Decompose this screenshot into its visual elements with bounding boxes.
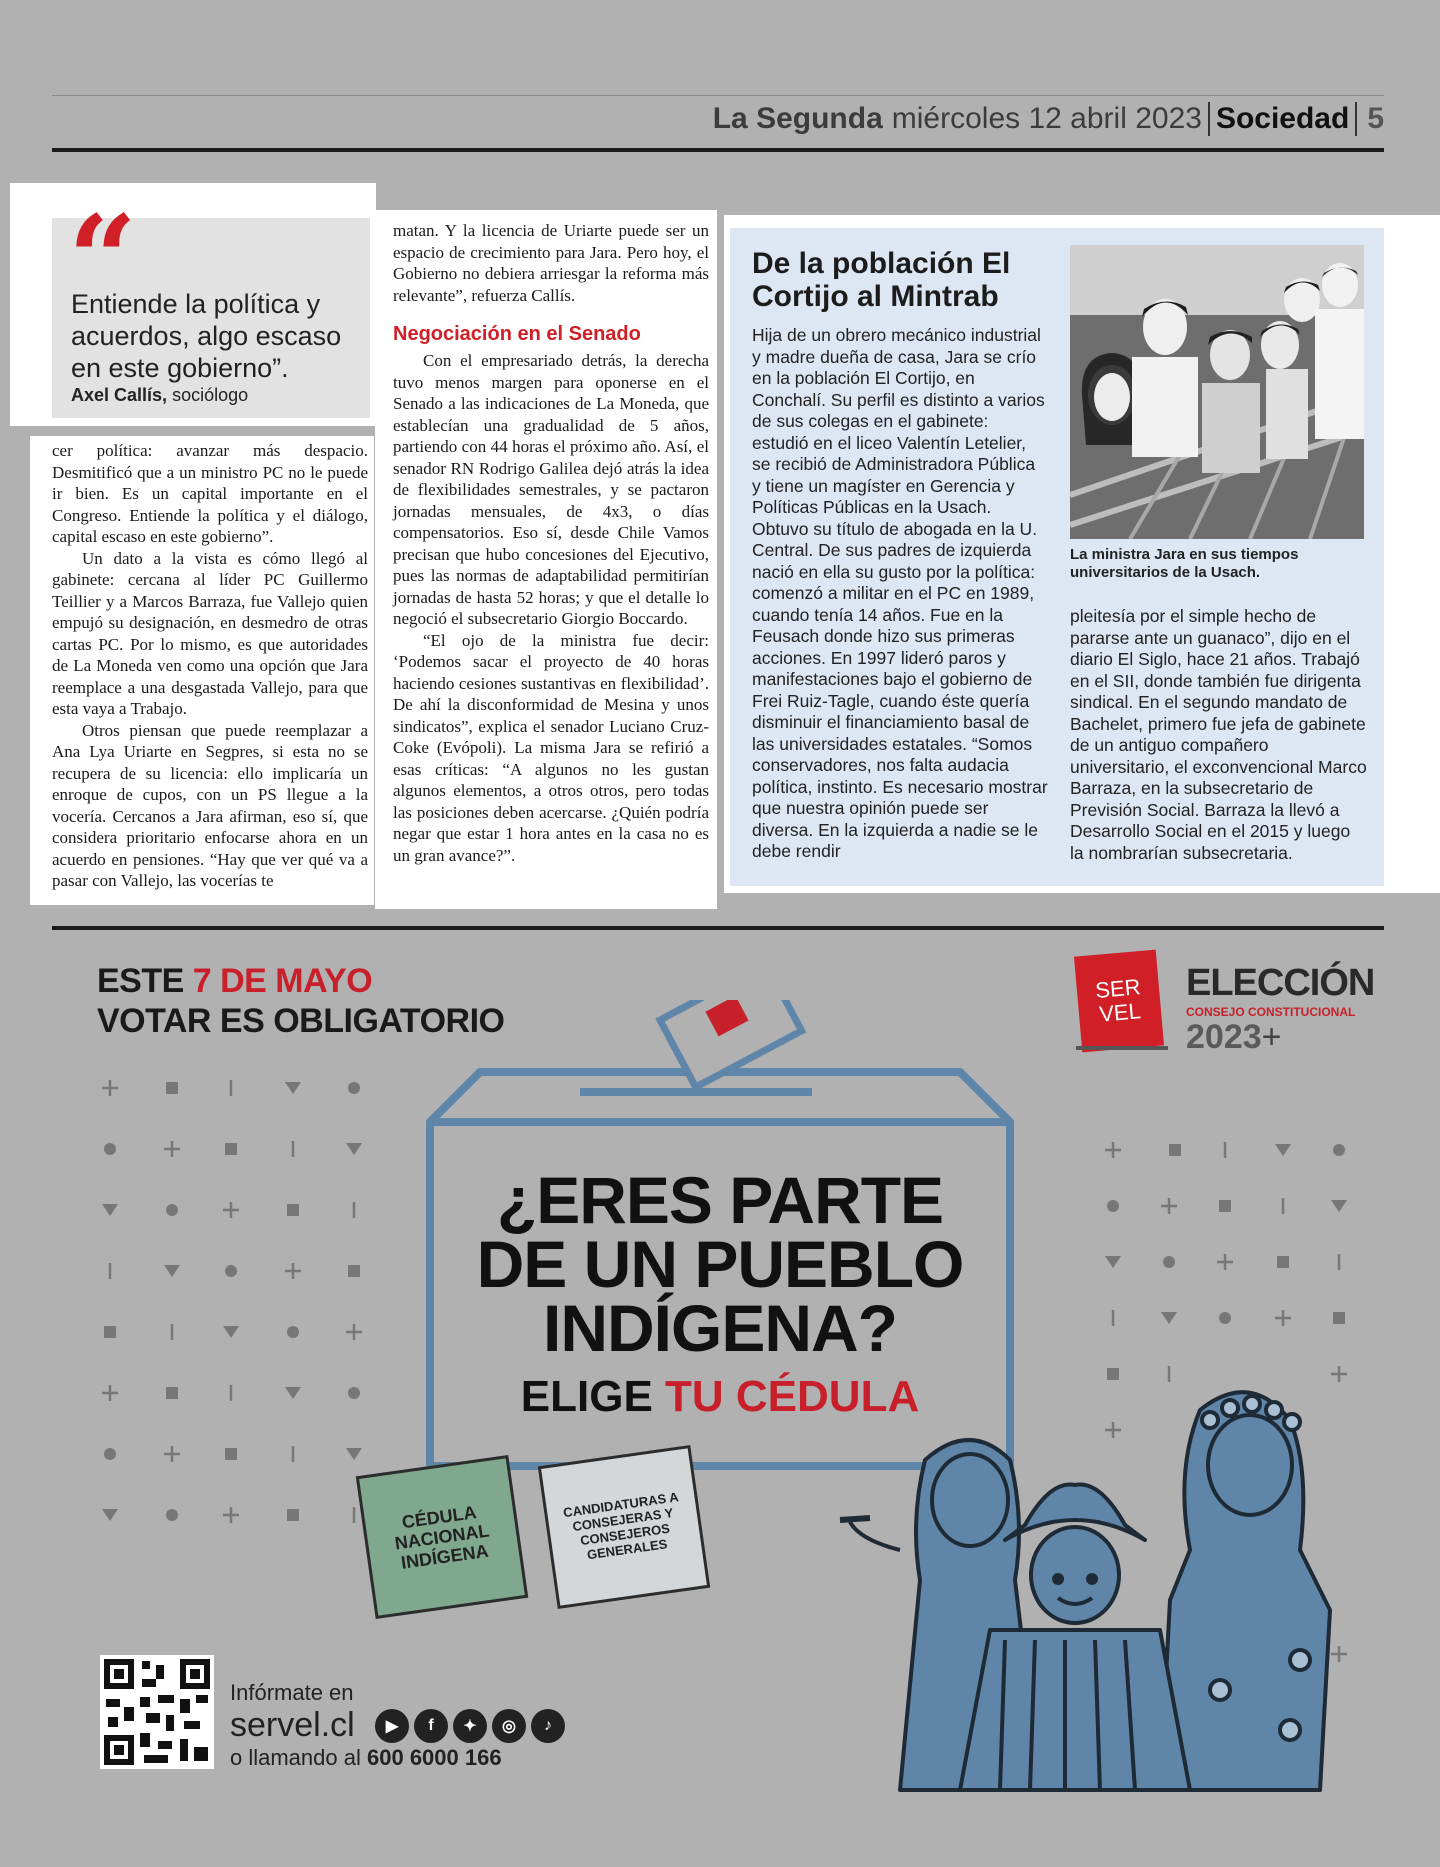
article-column-1 [30,436,374,905]
article-paragraph: Un dato a la vista es cómo llegó al gabinete: cercana al líder PC Guillermo Teillier y a Marcos Barraza, fue Vallejo quien empujó su designación, en desmedro de otras cartas PC. Por lo mismo, es que autoridades de La Moneda ven como una opción que Jara reemplace a una desgastada Vallejo, para que esta vaya a Trabajo. [52,548,368,718]
election-year-text: 2023 [1186,1018,1262,1056]
ad-date-prefix: ESTE [97,962,184,1000]
ad-mandatory-line: VOTAR ES OBLIGATORIO [97,1002,505,1040]
twitter-icon[interactable]: ✦ [453,1709,487,1743]
ballot-card-generales: CANDIDATURAS A CONSEJERAS Y CONSEJEROS GENERALES [538,1445,711,1609]
servel-logo-base [1076,1046,1168,1050]
ad-headline [440,1163,1000,1365]
page-header [713,98,1384,140]
article-paragraph: Con el empresariado detrás, la derecha tuvo menos margen para oponerse en el Senado a las indicaciones de La Moneda, que establecían una gradualidad de 5 años, partiendo con 44 horas el próximo año. Así, el senador RN Rodrigo Galilea dejó atrás la idea de flexibilidades semestrales, y se pactaron jornadas mensuales, de 4x3, o días compensatorios. Eso sí, desde Chile Vamos precisan que hubo concesiones del Ejecutivo, pues las normas de adaptabilidad permitirían jornadas de hasta 52 horas; y que el detalle lo negoció el subsecretario Giorgio Boccardo. [393,351,709,628]
newspaper-brand: La Segunda [712,102,883,135]
header-top-rule [52,95,1384,96]
issue-date: miércoles 12 abril 2023 [891,102,1202,135]
ad-headline-line: ¿ERES PARTE [496,1163,944,1237]
sidebar-text-right: pleitesía por el simple hecho de pararse ante un guanaco”, dijo en el diario El Siglo, hace 21 años. Trabajó en el SII, donde también fue dirigenta sindical. En el segundo mandato de Bachelet, primero fue jefa de gabinete de un antiguo compañero universitario, el exconvencional Marco Barraza, en la subsecretario de Previsión Social. Barraza la llevó a Desarrollo Social en el 2015 y luego la nombrarían subsecretaria. [1070,606,1367,863]
social-icons [375,1709,565,1743]
article-subhead: Negociación en el Senado [393,323,641,345]
instagram-icon[interactable]: ◎ [492,1709,526,1743]
ad-date-line [97,962,372,1001]
decorative-symbol-grid-left [90,1070,380,1540]
quote-mark-icon: “ [68,189,138,330]
historic-photo [1070,245,1364,539]
eleccion-title: ELECCIÓN [1186,962,1375,1004]
quote-author-name: Axel Callís, [71,385,168,405]
article-paragraph: “El ojo de la ministra fue decir: ‘Podemos sacar el proyecto de 40 horas haciendo cesiones sustantivas en flexibilidad’. De ahí la disconformidad de Mesina y unos sindicatos”, explica el senador Luciano Cruz-Coke (Evópoli). La misma Jara se refirió a esas críticas: “A algunos no les gustan algunos elementos, a otros otros, pero todas las posiciones deben acercarse. ¿Quién podría negar que estar 1 hora antes en la casa no es un gran avance?”. [393,630,709,865]
article-paragraph: Otros piensan que puede reemplazar a Ana Lya Uriarte en Segpres, si esta no se recupera de su licencia: ello implicaría un enroque de cupos, con un PS llegue a la vocería. Cercanos a Jara afirman, eso sí, que considera prioritario enfocarse ahora en un acuerdo en pensiones. “Hay que ver qué va a pasar con Vallejo, las vocerías te [52,720,368,890]
header-separator [1208,102,1210,136]
photo-caption: La ministra Jara en sus tiempos universitarios de la Usach. [1070,546,1299,581]
ad-headline-line: DE UN PUEBLO [476,1227,964,1301]
article-paragraph: matan. Y la licencia de Uriarte puede ser un espacio de crecimiento para Jara. Pero hoy, el Gobierno no debiera arriesgar la reforma más relevante”, refuerza Callís. [393,221,709,305]
pull-quote-text: Entiende la política y acuerdos, algo escaso en este gobierno”. [71,289,342,383]
qr-code-icon[interactable] [100,1655,214,1769]
elige-word: ELIGE [520,1372,653,1421]
ballot-card-indigena: CÉDULA NACIONAL INDÍGENA [356,1455,529,1619]
tiktok-icon[interactable]: ♪ [531,1709,565,1743]
ad-headline-line: INDÍGENA? [543,1291,897,1365]
article-paragraph: cer política: avanzar más despacio. Desmitificó que a un ministro PC no le puede ir bien. Es un capital importante en el Congreso. Entiende la política y el diálogo, capital escaso en este gobierno”. [52,441,368,546]
youtube-icon[interactable]: ▶ [375,1709,409,1743]
servel-logo-top: SER [1094,974,1142,1003]
servel-website-link[interactable]: servel.cl [230,1706,355,1744]
servel-logo [1074,950,1164,1053]
info-label: Infórmate en [230,1680,354,1705]
sidebar-text-left: Hija de un obrero mecánico industrial y madre dueña de casa, Jara se crío en la población El Cortijo, en Conchalí. Su perfil es distinto a varios de sus colegas en el gabinete: estudió en el liceo Valentín Letelier, se recibió de Administradora Pública y tiene un magíster en Gerencia y Políticas Públicas en la Usach. Obtuvo su título de abogada en la U. Central. De sus padres de izquierda nació en ella su gusto por la política: comenzó a militar en el PC en 1989, cuando tenía 14 años. Fue en la Feusach donde hizo sus primeras acciones. En 1997 lideró paros y manifestaciones bajo el gobierno de Frei Ruiz-Tagle, cuando éste quería disminuir el financiamiento basal de las universidades estatales. “Somos conservadores, nos falta audacia política, instinto. Es necesario mostrar que nuestra opinión puede ser diversa. En la izquierda a nadie se le debe rendir [752,325,1048,861]
section-name: Sociedad [1215,102,1350,135]
header-separator [1355,102,1357,136]
header-rule [52,148,1384,152]
quote-author-role: sociólogo [172,385,249,405]
tu-cedula: TU CÉDULA [665,1372,920,1421]
article-column-2 [375,210,717,909]
servel-logo-bottom: VEL [1098,998,1142,1027]
pull-quote-author [71,385,248,406]
phone-number[interactable]: 600 6000 166 [367,1745,502,1770]
consejo-label: CONSEJO CONSTITUCIONAL [1186,1005,1356,1019]
sidebar-title: De la población El Cortijo al Mintrab [752,247,1011,313]
section-rule [52,926,1384,930]
indigenous-people-illustration [830,1350,1350,1795]
facebook-icon[interactable]: f [414,1709,448,1743]
phone-prefix: o llamando al [230,1745,361,1770]
ad-date: 7 DE MAYO [192,962,373,1000]
phone-line [230,1745,502,1771]
page-number: 5 [1367,102,1384,135]
election-year: 2023+ [1186,1018,1282,1056]
